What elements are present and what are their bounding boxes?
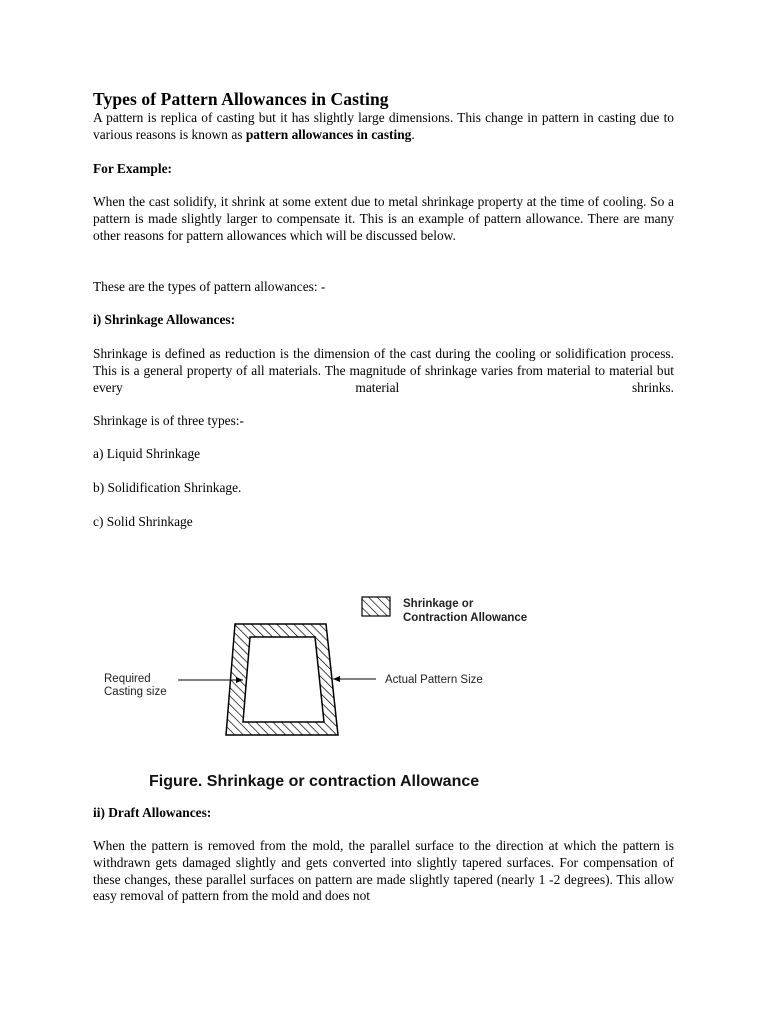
shrinkage-types-intro: Shrinkage is of three types:- (93, 413, 244, 428)
draft-heading (93, 805, 674, 822)
page-title: Types of Pattern Allowances in Casting (93, 89, 389, 109)
shrinkage-paragraph: Shrinkage is defined as reduction is the dimension of the cast during the cooling or solidification process. This is a general property of all materials. The magnitude of shrinkage varies from material to material but every material shrinks. (93, 346, 674, 395)
intro-end: . (411, 126, 415, 142)
example-heading-text: For Example: (93, 161, 172, 176)
required-casting-label-line2: Casting size (104, 686, 167, 698)
required-casting-label-line1: Required (104, 673, 151, 685)
types-intro: These are the types of pattern allowances: - (93, 279, 326, 294)
figure-caption: Figure. Shrinkage or contraction Allowance (149, 773, 480, 790)
shrinkage-type-solid: c) Solid Shrinkage (93, 514, 193, 529)
intro-text: A pattern is replica of casting but it has slightly large dimensions. This change in pattern in casting due to various reasons is known as (93, 110, 674, 142)
shrinkage-type-solidification: b) Solidification Shrinkage. (93, 480, 242, 495)
shrinkage-type-liquid: a) Liquid Shrinkage (93, 446, 201, 461)
draft-paragraph: When the pattern is removed from the mold, the parallel surface to the direction at which the pattern is withdrawn gets damaged slightly and gets converted into slightly tapered surfaces. For compensation of these changes, these parallel surfaces on pattern are made slightly tapered (nearly 1 -2 degrees). This allow easy removal of pattern from the mold and does not (93, 838, 674, 904)
shrinkage-heading-text: i) Shrinkage Allowances: (93, 312, 236, 327)
legend-hatch-swatch (362, 597, 390, 616)
intro-bold-term: pattern allowances in casting (245, 126, 412, 142)
example-paragraph: When the cast solidify, it shrink at some extent due to metal shrinkage property at the time of cooling. So a pattern is made slightly larger to compensate it. This is an example of pattern allowance. There are many other reasons for pattern allowances which will be discussed below. (93, 194, 674, 243)
legend-label-line1: Shrinkage or (403, 598, 474, 610)
draft-heading-text: ii) Draft Allowances: (93, 805, 212, 820)
actual-pattern-label: Actual Pattern Size (385, 674, 483, 686)
legend-label-line2: Contraction Allowance (403, 612, 528, 624)
